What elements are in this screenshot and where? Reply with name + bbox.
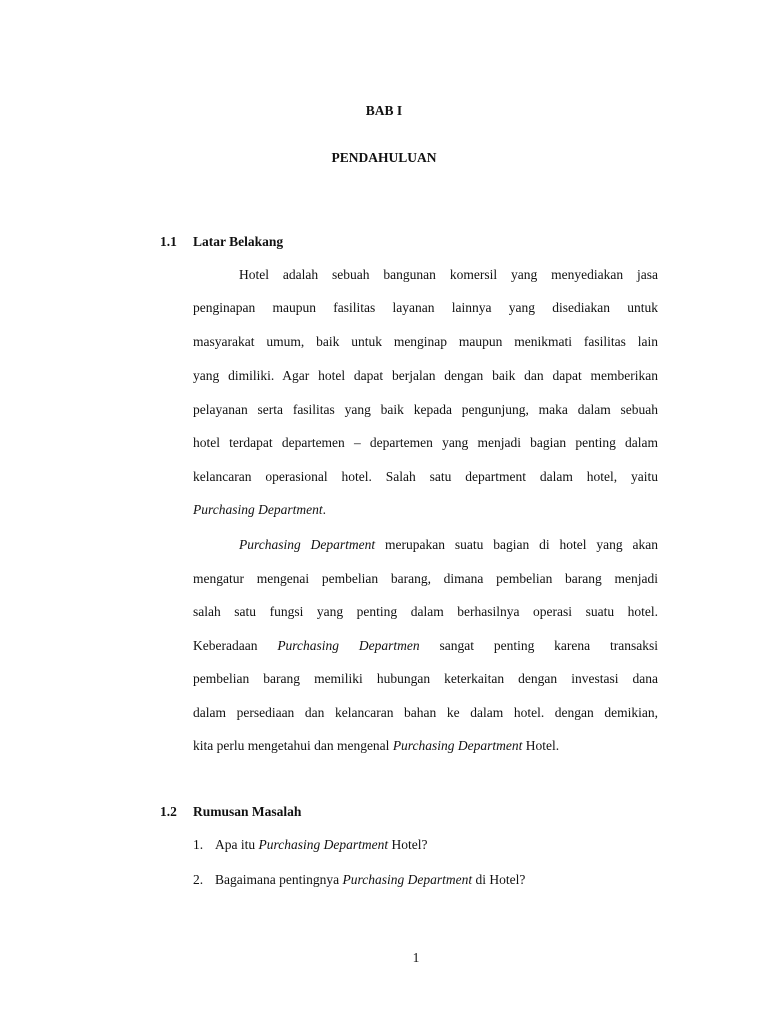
paragraph-line (239, 536, 658, 554)
paragraph-line (193, 501, 326, 519)
paragraph-line: Hotel adalah sebuah bangunan komersil yang menyediakan jasa (239, 267, 658, 282)
list-item-text (215, 837, 427, 853)
paragraph-line: yang dimiliki. Agar hotel dapat berjalan dengan baik dan dapat memberikan (193, 368, 658, 383)
section-title: Rumusan Masalah (193, 804, 302, 819)
paragraph-line (193, 737, 559, 755)
text-segment: Apa itu (215, 837, 259, 852)
text-segment: merupakan suatu bagian di hotel yang akan (375, 537, 658, 552)
paragraph-line: hotel terdapat departemen – departemen yang menjadi bagian penting dalam (193, 435, 658, 450)
italic-term: Purchasing Department (239, 537, 376, 552)
chapter-title: PENDAHULUAN (331, 150, 437, 165)
paragraph-line: masyarakat umum, baik untuk menginap maupun menikmati fasilitas lain (193, 334, 658, 349)
paragraph-line: dalam persediaan dan kelancaran bahan ke dalam hotel. dengan demikian, (193, 705, 658, 720)
paragraph-line: pembelian barang memiliki hubungan keterkaitan dengan investasi dana (193, 671, 658, 686)
text-segment: di Hotel? (472, 872, 526, 887)
list-item-text (215, 872, 525, 888)
section-number: 1.1 (160, 234, 177, 249)
text-segment: Hotel? (388, 837, 428, 852)
text-segment: sangat penting karena transaksi (419, 638, 658, 653)
list-item-number: 2. (193, 872, 204, 887)
paragraph-line: mengatur mengenai pembelian barang, dimana pembelian barang menjadi (193, 571, 658, 586)
paragraph-line: kelancaran operasional hotel. Salah satu department dalam hotel, yaitu (193, 469, 658, 484)
chapter-label: BAB I (365, 103, 403, 118)
italic-term: Purchasing Department (392, 738, 523, 753)
italic-term: Purchasing Department (342, 872, 473, 887)
text-segment: kita perlu mengetahui dan mengenal (193, 738, 393, 753)
list-item-number: 1. (193, 837, 204, 852)
section-title: Latar Belakang (193, 234, 284, 249)
text-segment: Bagaimana pentingnya (215, 872, 343, 887)
paragraph-line: salah satu fungsi yang penting dalam berhasilnya operasi suatu hotel. (193, 604, 658, 619)
text-segment: Hotel. (522, 738, 560, 753)
italic-term: Purchasing Department (193, 502, 323, 517)
italic-term: Purchasing Department (258, 837, 389, 852)
text-segment: . (322, 502, 326, 517)
section-number: 1.2 (160, 804, 177, 819)
paragraph-line: penginapan maupun fasilitas layanan lainnya yang disediakan untuk (193, 300, 658, 315)
page-number: 1 (412, 950, 420, 965)
text-segment: Keberadaan (193, 638, 278, 653)
italic-term: Purchasing Departmen (277, 638, 420, 653)
paragraph-line (193, 637, 658, 655)
paragraph-line: pelayanan serta fasilitas yang baik kepada pengunjung, maka dalam sebuah (193, 402, 658, 417)
